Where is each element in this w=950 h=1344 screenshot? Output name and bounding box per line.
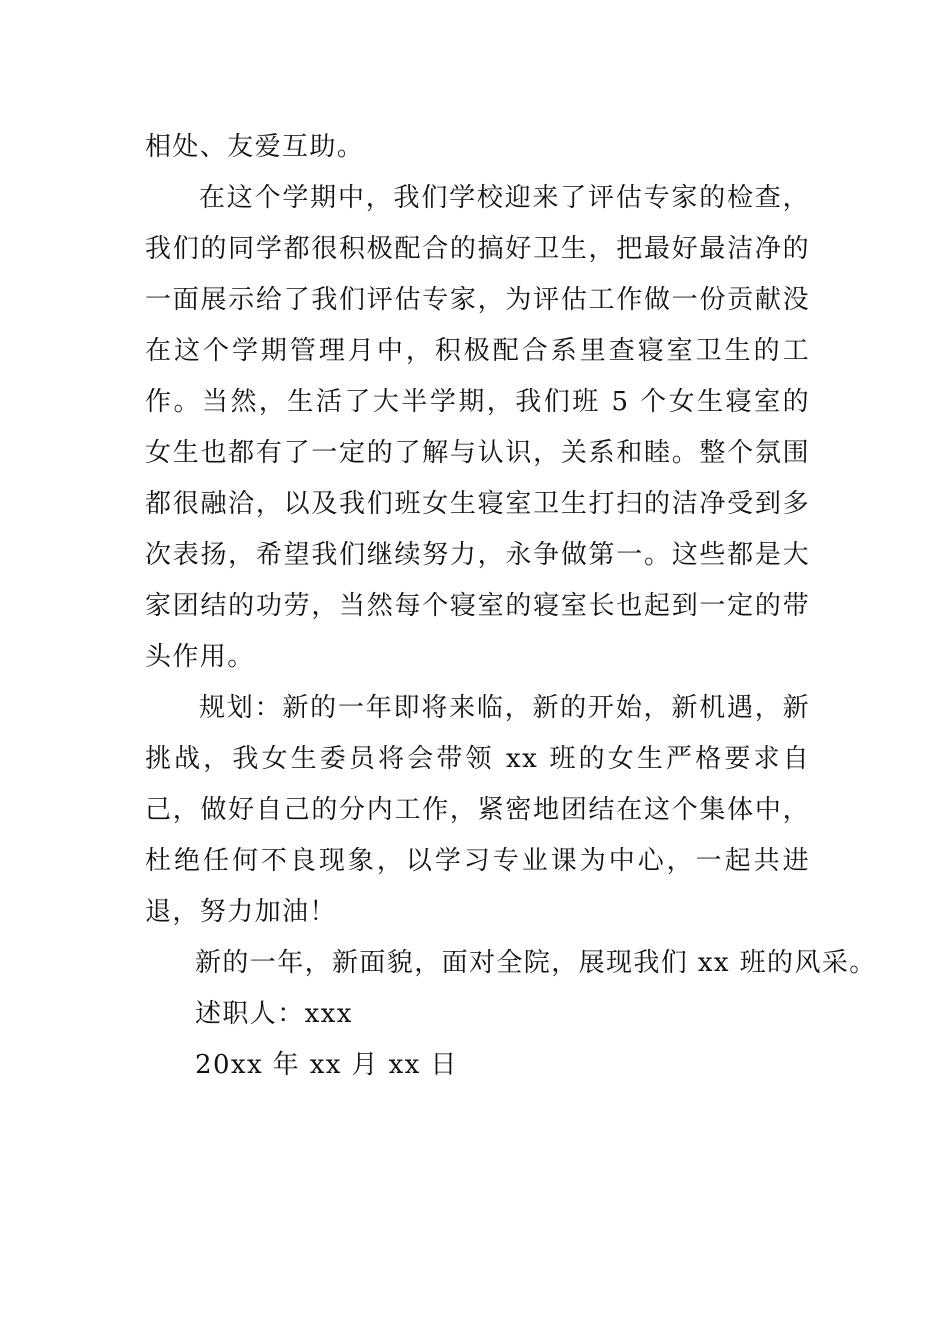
signer-line: 述职人：xxx xyxy=(195,999,353,1029)
paragraph-plan: 规划：新的一年即将来临，新的开始，新机遇，新挑战，我女生委员将会带领 xx 班的女生严格要求自己，做好自己的分内工作，紧密地团结在这个集体中，杜绝任何不良现象，以学习专业课为中心，一起共进退，努力加油！ xyxy=(145,693,810,927)
closing-motto: 新的一年，新面貌，面对全院，展现我们 xx 班的风采。 xyxy=(195,948,877,978)
document-body xyxy=(145,122,877,1091)
paragraph-semester-summary: 在这个学期中，我们学校迎来了评估专家的检查，我们的同学都很积极配合的搞好卫生，把最好最洁净的一面展示给了我们评估专家，为评估工作做一份贡献没在这个学期管理月中，积极配合系里查寝室卫生的工作。当然，生活了大半学期，我们班 5 个女生寝室的女生也都有了一定的了解与认识，关系和睦。整个氛围都很融洽，以及我们班女生寝室卫生打扫的洁净受到多次表扬，希望我们继续努力，永争做第一。这些都是大家团结的功劳，当然每个寝室的寝室长也起到一定的带头作用。 xyxy=(145,183,810,672)
paragraph-continuation: 相处、友爱互助。 xyxy=(145,132,365,162)
date-line: 20xx 年 xx 月 xx 日 xyxy=(195,1050,458,1080)
